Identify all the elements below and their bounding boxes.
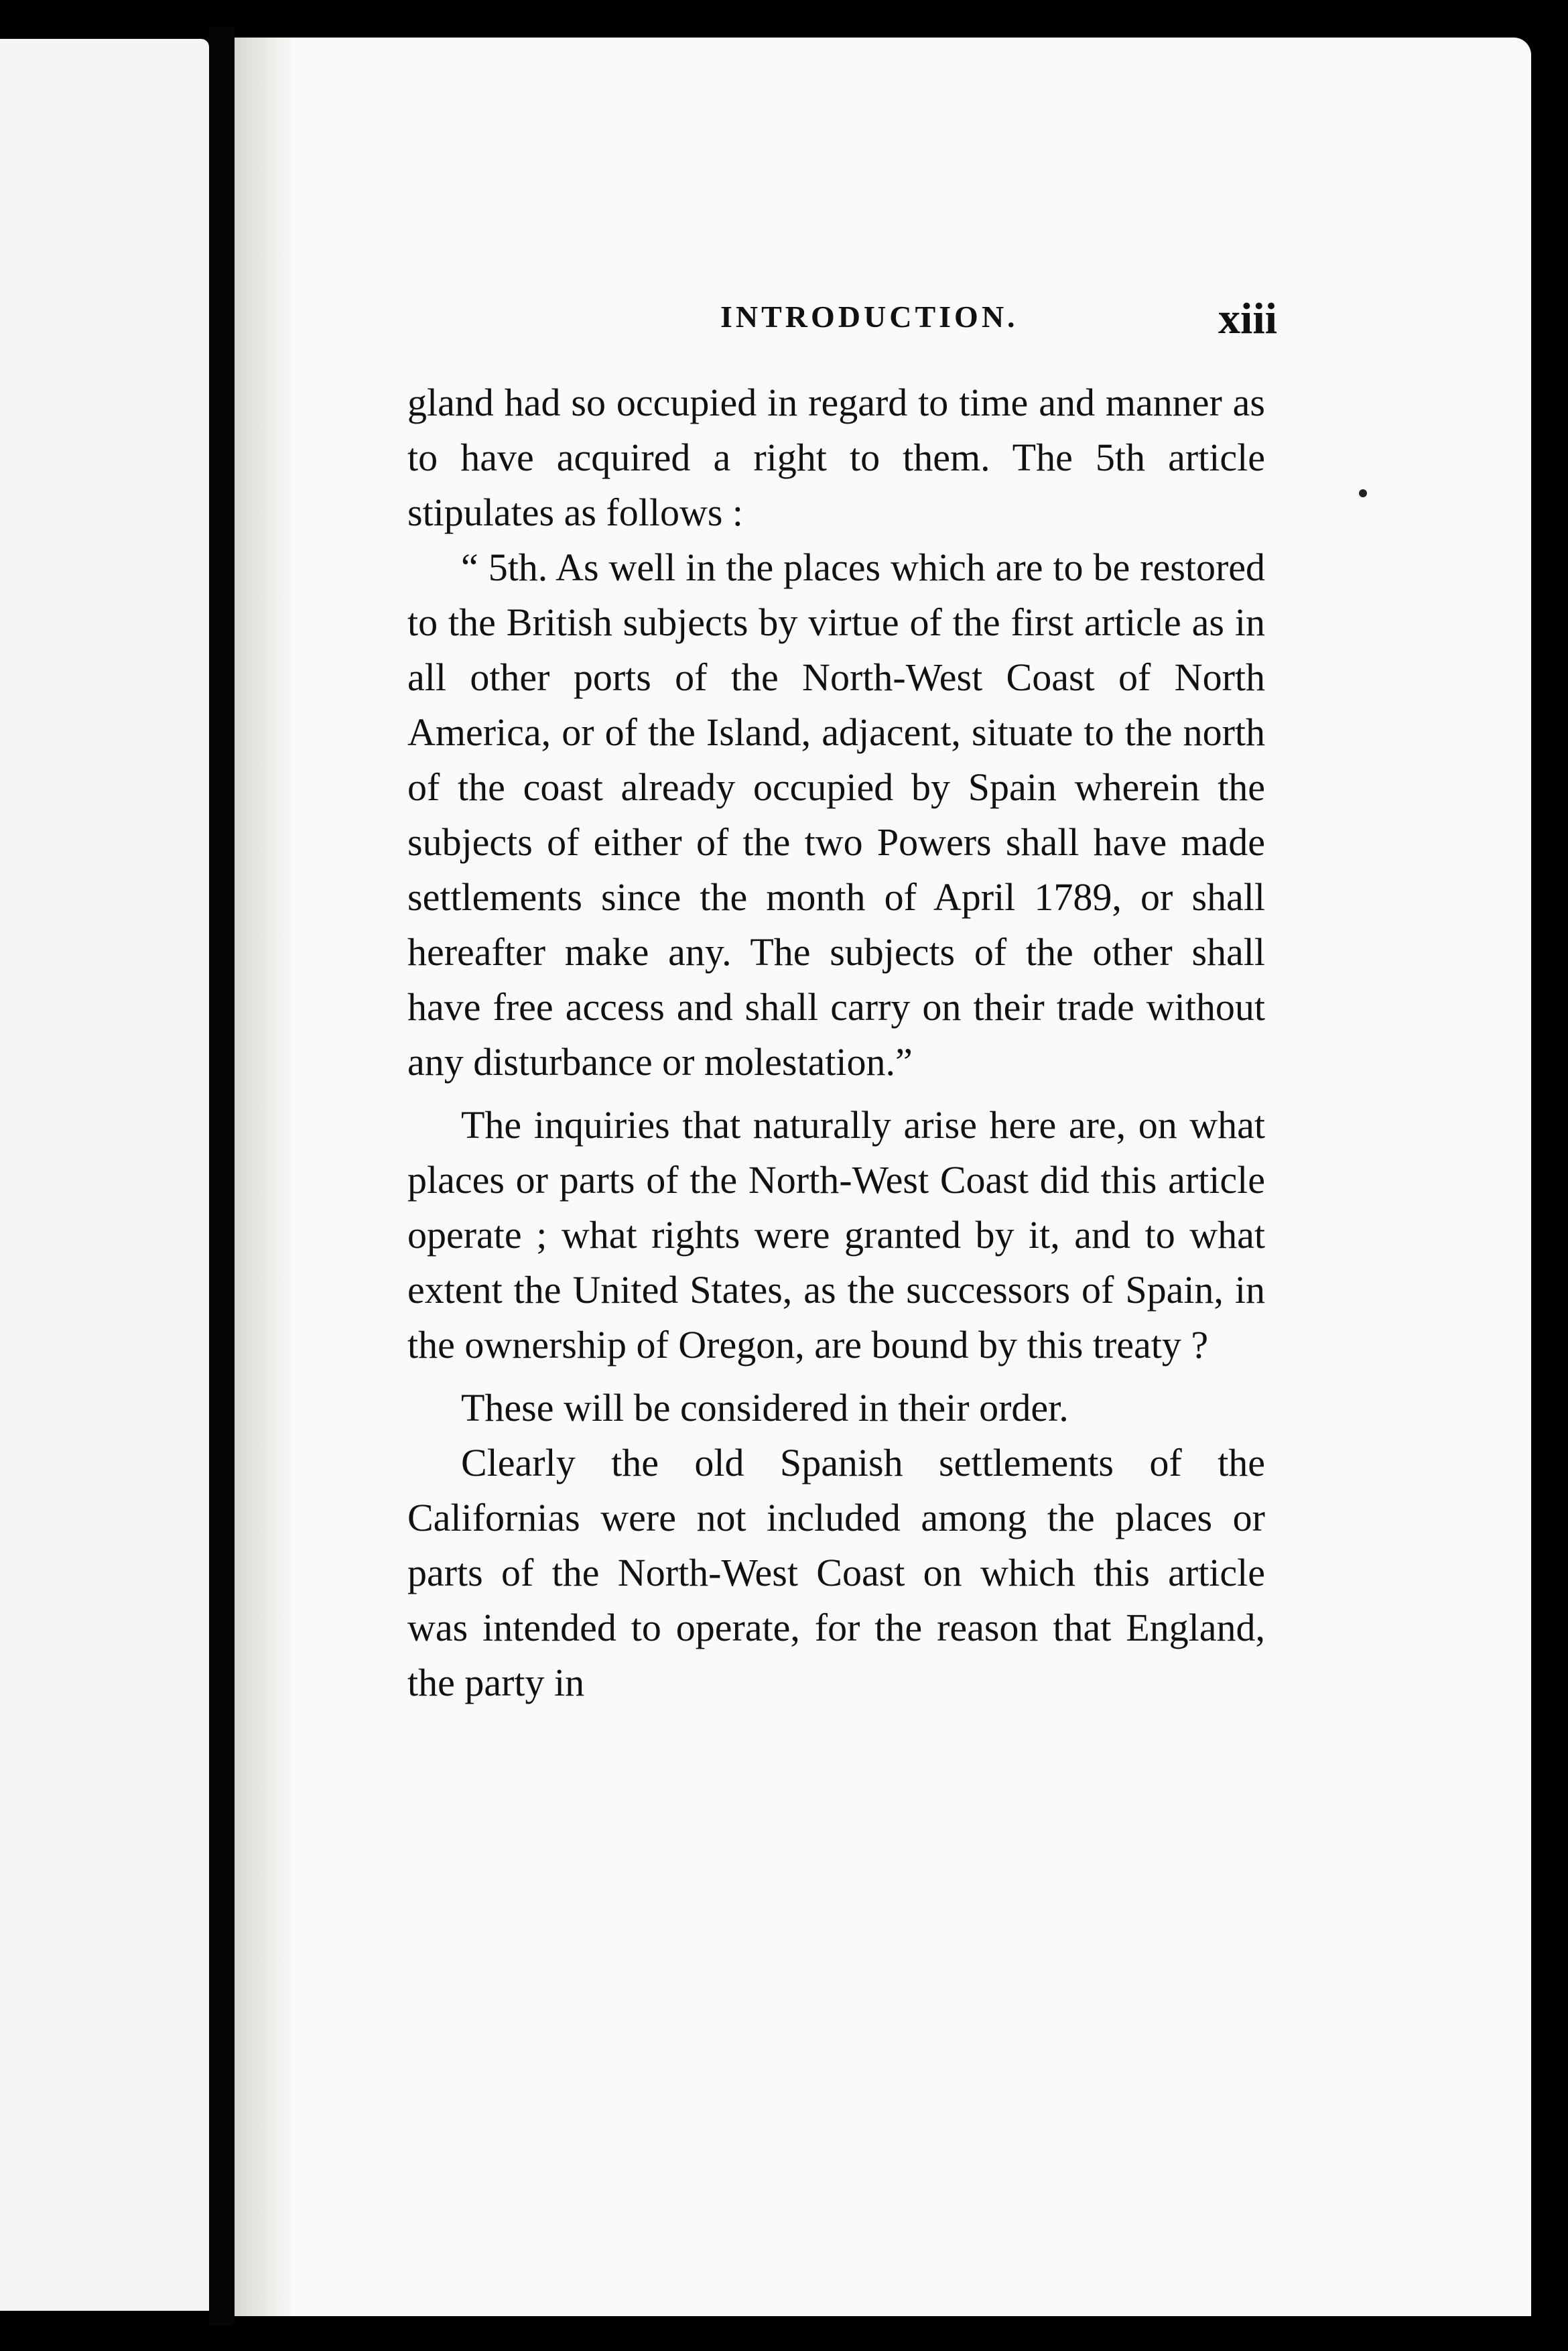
paragraph-continuation: gland had so occupied in regard to time and manner as to have acquired a right to them. The 5th article stipulates as follows : <box>407 381 1265 534</box>
left-page <box>0 39 209 2311</box>
body-text <box>407 375 1265 1710</box>
paragraph-order: These will be considered in their order. <box>461 1386 1069 1429</box>
paragraph-californias: Clearly the old Spanish settlements of the Californias were not included among the places or parts of the North-West Coast on which this article was intended to operate, for the reason that England, the party in <box>407 1441 1265 1704</box>
dust-speck <box>1359 489 1367 497</box>
book-spine <box>209 27 235 2326</box>
page-number: xiii <box>1218 294 1278 343</box>
paragraph-treaty-quote: “ 5th. As well in the places which are to be restored to the British subjects by virtue of the first article as in all other ports of the North-West Coast of North America, or of the Island, adjacent, situate to the north of the coast already occupied by Spain wherein the subjects of either of the two Powers shall have made settlements since the month of April 1789, or shall hereafter make any. The subjects of the other shall have free access and shall carry on their trade without any disturbance or molestation.” <box>407 546 1265 1084</box>
paragraph-inquiries: The inquiries that naturally arise here are, on what places or parts of the North-West Coast did this article operate ; what rights were granted by it, and to what extent the United States, as the successors of Spain, in the ownership of Oregon, are bound by this treaty ? <box>407 1103 1265 1367</box>
running-title: INTRODUCTION. <box>720 300 1019 334</box>
